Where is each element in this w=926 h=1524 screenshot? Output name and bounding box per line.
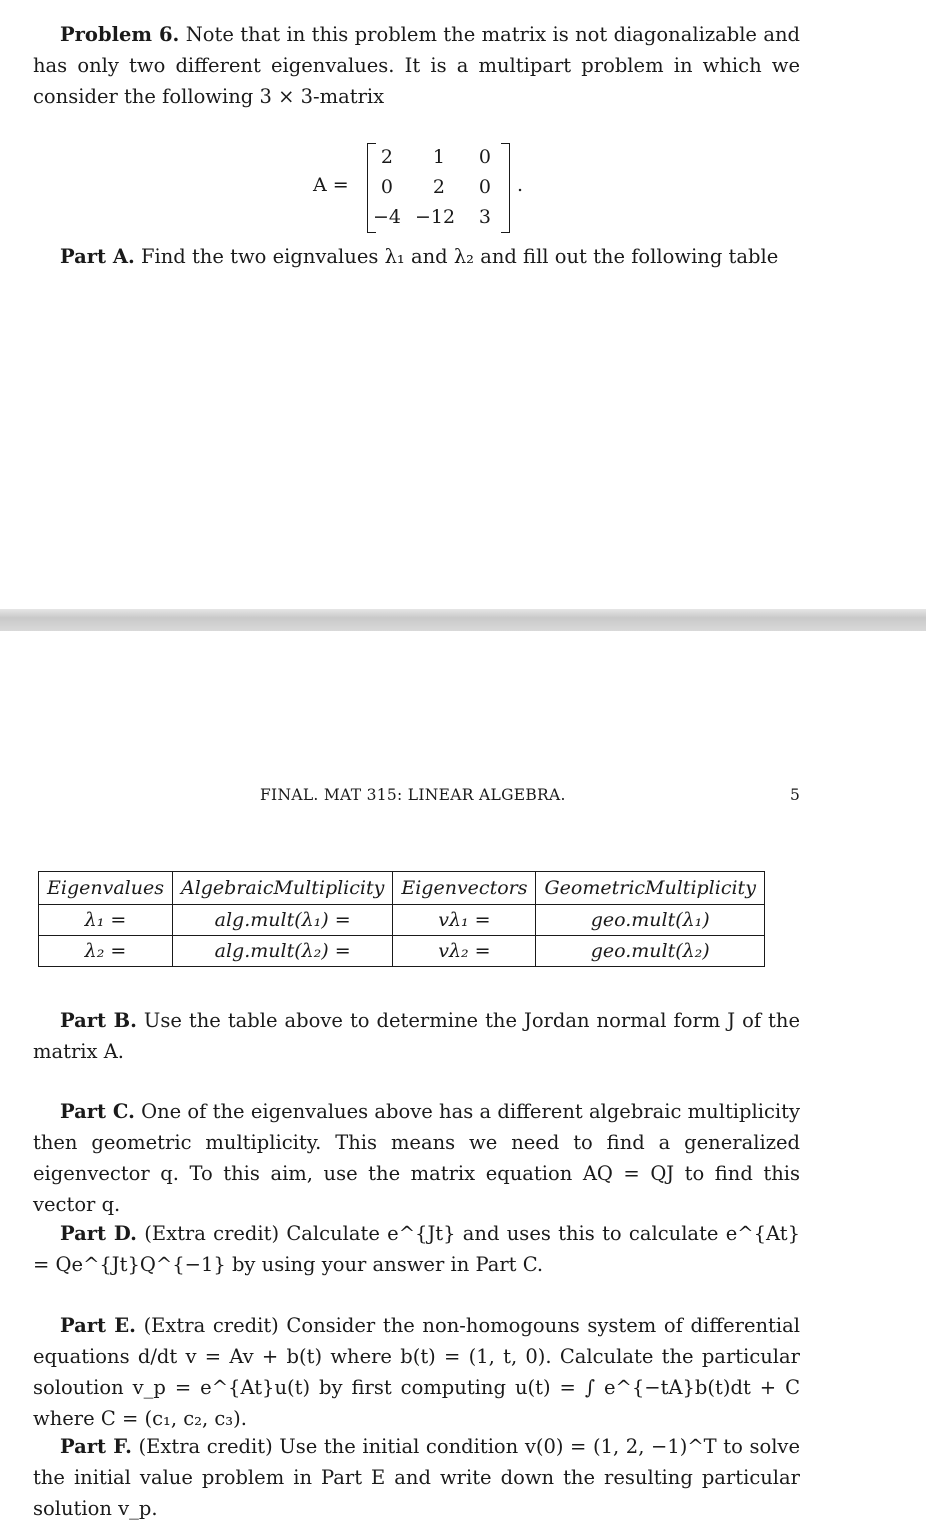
matrix-cell: −12	[415, 206, 456, 228]
part-f-label: Part F.	[60, 1435, 132, 1458]
table-row	[39, 936, 765, 967]
table-header-row	[39, 872, 765, 905]
table-cell: alg.mult(λ₁) =	[172, 905, 392, 936]
matrix-cell: 0	[478, 146, 491, 168]
page-top	[0, 0, 926, 609]
part-e-label: Part E.	[60, 1314, 136, 1337]
part-e-text: (Extra credit) Consider the non-homogouns system of differential equations d/dt v = Av + b(t) where b(t) = (1, t, 0). Calculate the particular soloution v_p = e^{At}u(t) by first computing u(t) = ∫ e^{−tA}b(t)dt + C where C = (c₁, c₂, c₃).	[33, 1314, 800, 1430]
part-a-label: Part A.	[60, 245, 135, 268]
problem-label: Problem 6.	[60, 23, 180, 46]
part-d	[33, 1218, 800, 1280]
part-e	[33, 1310, 800, 1434]
column-header: Eigenvectors	[393, 872, 536, 905]
right-bracket	[501, 143, 510, 233]
table-cell: geo.mult(λ₁)	[536, 905, 764, 936]
part-c	[33, 1096, 800, 1220]
matrix-cell: 3	[478, 206, 491, 228]
table-cell: λ₂ =	[39, 936, 173, 967]
matrix-cell: 1	[432, 146, 445, 168]
running-header: FINAL. MAT 315: LINEAR ALGEBRA.	[260, 786, 566, 804]
part-b	[33, 1005, 800, 1067]
page-separator	[0, 609, 926, 631]
matrix-A	[313, 143, 543, 233]
matrix-cell: 0	[478, 176, 491, 198]
matrix-cell: 2	[380, 146, 393, 168]
part-f	[33, 1431, 800, 1524]
table-cell: geo.mult(λ₂)	[536, 936, 764, 967]
page-number: 5	[790, 786, 800, 804]
matrix-name: A =	[313, 174, 349, 196]
matrix-cell: 2	[432, 176, 445, 198]
problem-intro	[33, 19, 800, 112]
part-a-text: Find the two eignvalues λ₁ and λ₂ and fill out the following table	[140, 245, 779, 268]
column-header: GeometricMultiplicity	[536, 872, 764, 905]
column-header: AlgebraicMultiplicity	[172, 872, 392, 905]
part-d-label: Part D.	[60, 1222, 137, 1245]
matrix-trailing: .	[517, 174, 524, 196]
problem-intro-text: Note that in this problem the matrix is not diagonalizable and has only two different eigenvalues. It is a multipart problem in which we consider the following 3 × 3-matrix	[33, 23, 801, 108]
part-c-text: One of the eigenvalues above has a different algebraic multiplicity then geometric multiplicity. This means we need to find a generalized eigenvector q. To this aim, use the matrix equation AQ = QJ to find this vector q.	[33, 1100, 801, 1216]
eigen-table	[38, 871, 765, 967]
matrix-cell: −4	[372, 206, 401, 228]
part-a	[33, 241, 800, 272]
part-c-label: Part C.	[60, 1100, 135, 1123]
matrix-cell: 0	[380, 176, 393, 198]
table-cell: vλ₂ =	[393, 936, 536, 967]
part-b-label: Part B.	[60, 1009, 137, 1032]
column-header: Eigenvalues	[39, 872, 173, 905]
table-cell: vλ₁ =	[393, 905, 536, 936]
part-d-text: (Extra credit) Calculate e^{Jt} and uses this to calculate e^{At} = Qe^{Jt}Q^{−1} by using your answer in Part C.	[33, 1222, 800, 1276]
table-cell: alg.mult(λ₂) =	[172, 936, 392, 967]
part-b-text: Use the table above to determine the Jordan normal form J of the matrix A.	[33, 1009, 800, 1063]
table-cell: λ₁ =	[39, 905, 173, 936]
table-row	[39, 905, 765, 936]
part-f-text: (Extra credit) Use the initial condition v(0) = (1, 2, −1)^T to solve the initial value problem in Part E and write down the resulting particular solution v_p.	[33, 1435, 800, 1520]
